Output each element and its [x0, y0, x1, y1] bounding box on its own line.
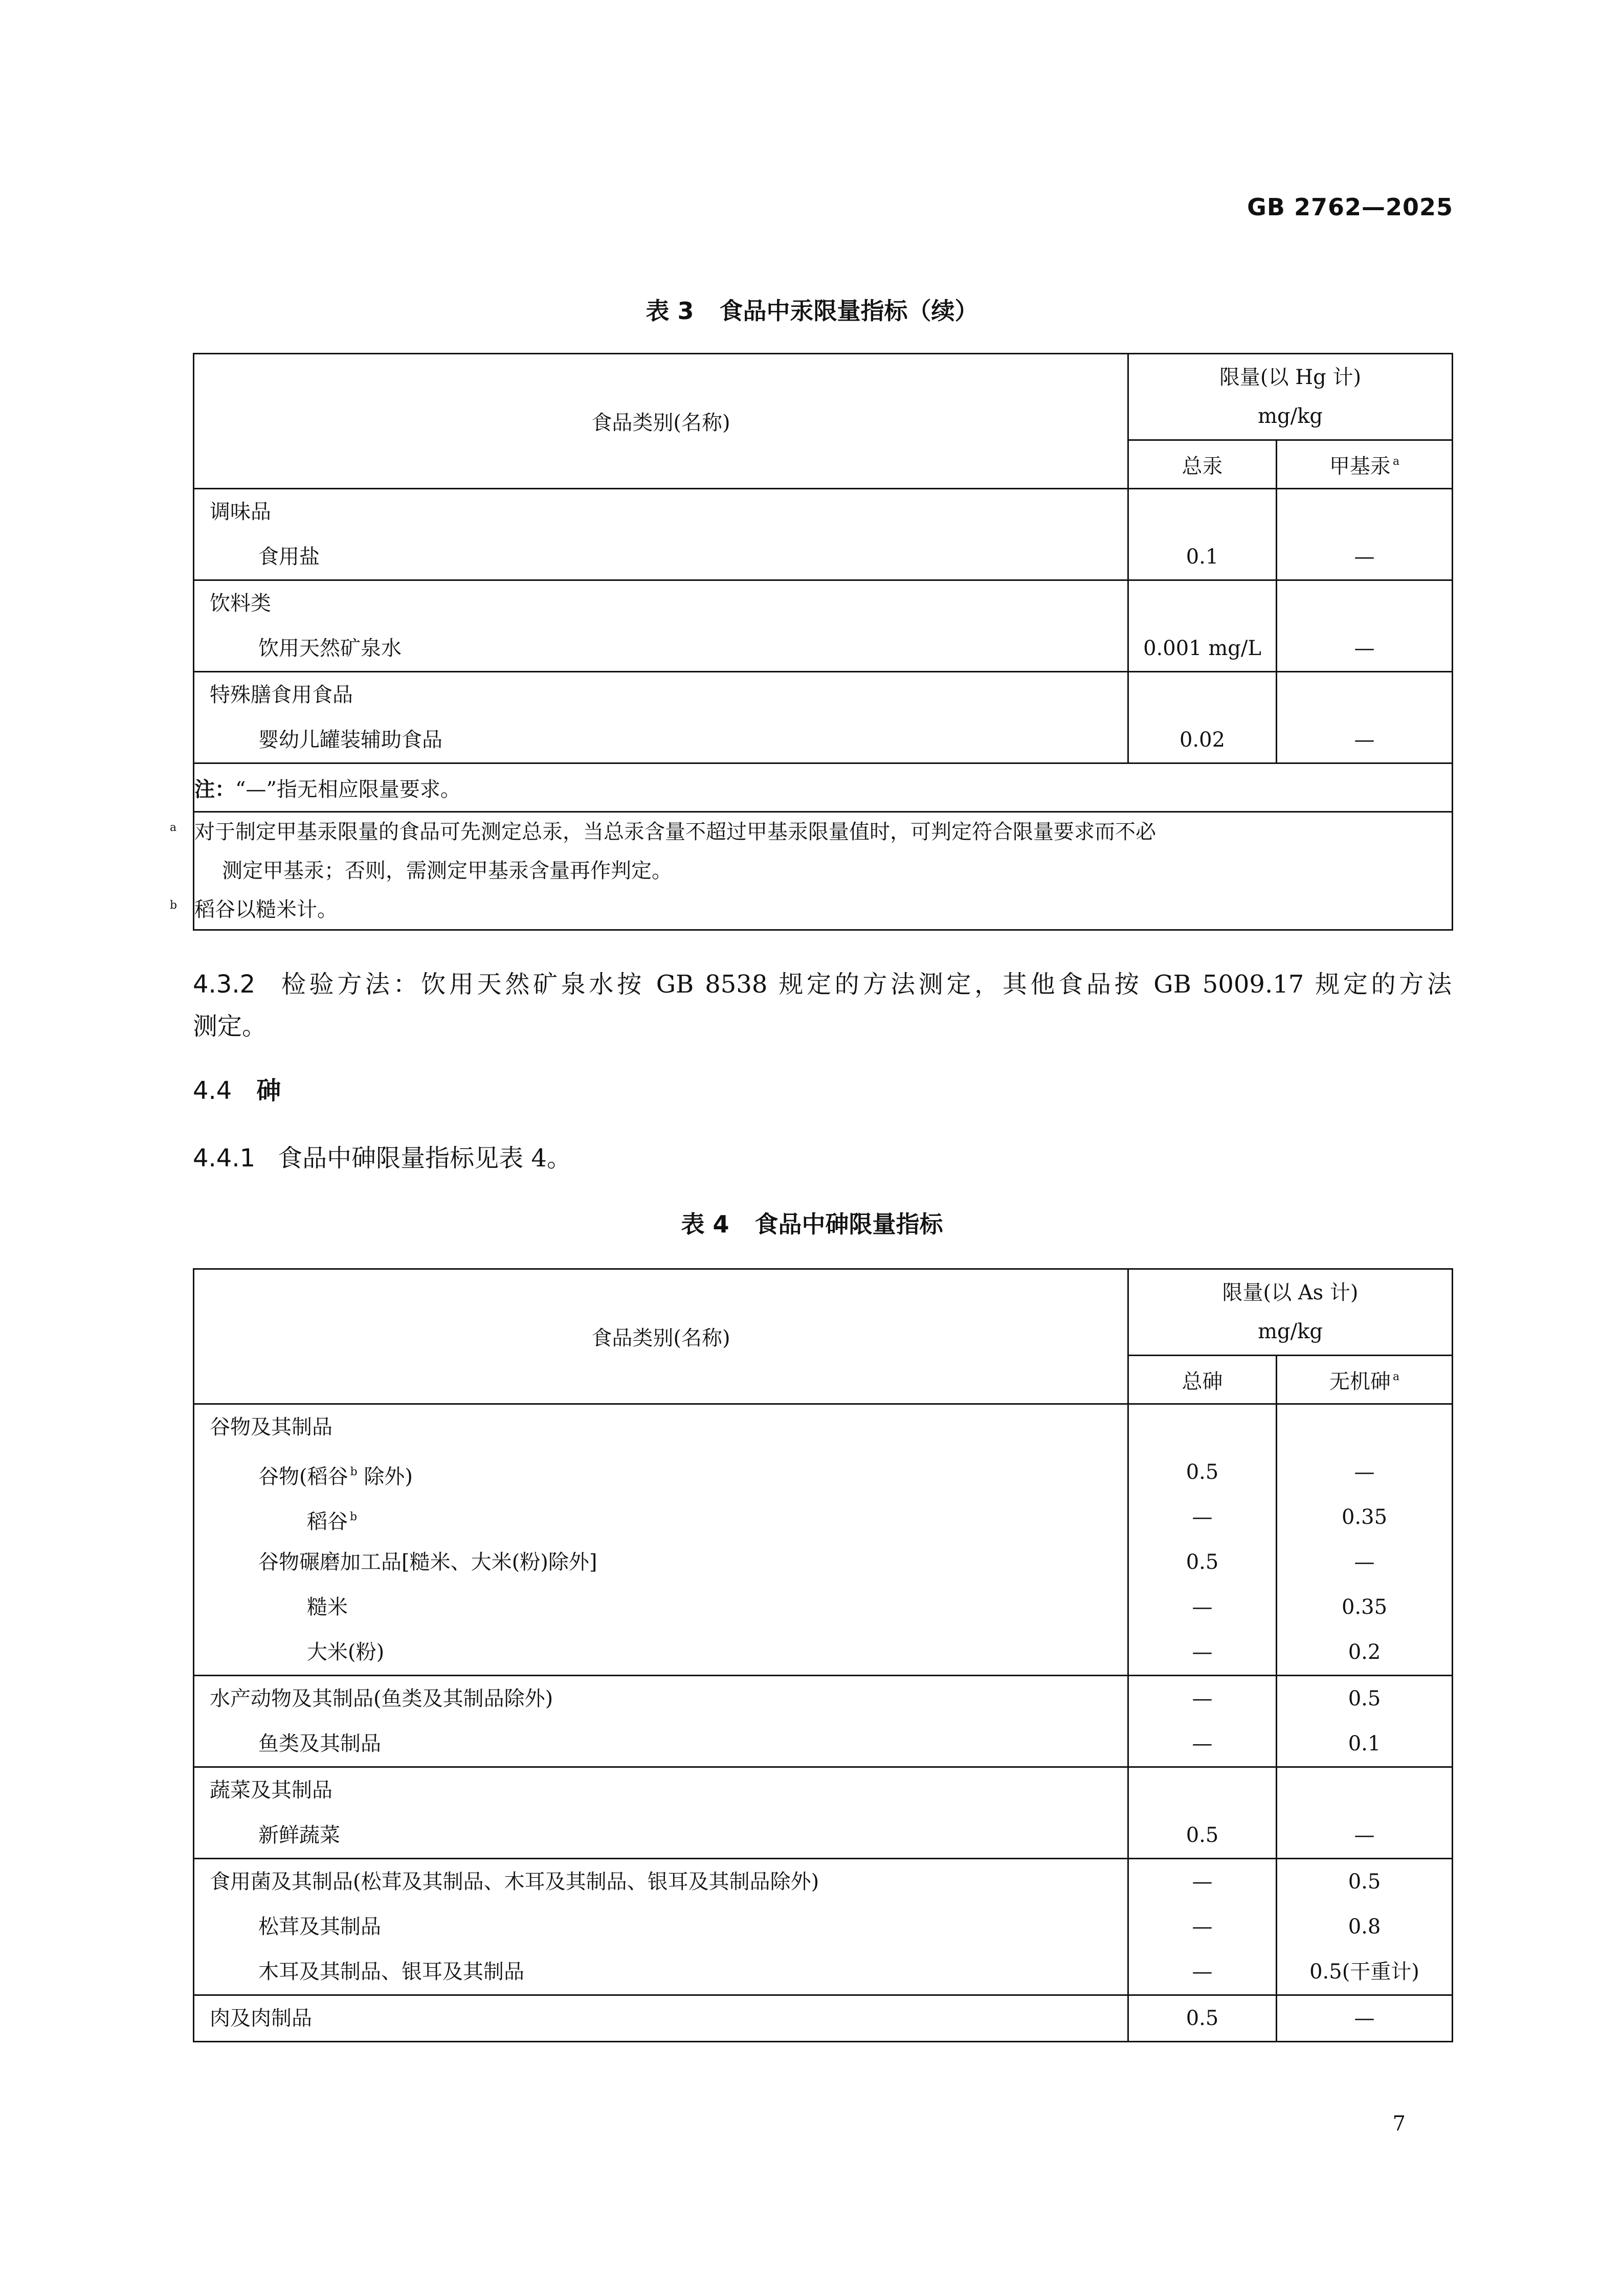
table4-group-inorganic — [1277, 1995, 1453, 2042]
category-name: 蔬菜及其制品 — [210, 1779, 332, 1802]
total-value — [1129, 1768, 1276, 1813]
category-name: 大米(粉) — [307, 1640, 385, 1664]
total-value: 0.001 mg/L — [1143, 637, 1261, 660]
total-value: — — [1192, 1687, 1213, 1710]
footnote-mark: b — [350, 1466, 358, 1478]
total-value: 0.5 — [1186, 2007, 1219, 2030]
table3-group-methyl — [1277, 489, 1453, 580]
clause-number: 4.4.1 — [193, 1144, 256, 1173]
category-name: 松茸及其制品 — [258, 1915, 381, 1939]
clause-number: 4.3.2 — [193, 970, 256, 999]
total-value: — — [1192, 1640, 1213, 1664]
inorganic-value — [1277, 1405, 1452, 1450]
table3-header-limit — [1128, 354, 1453, 440]
table4-group-total — [1128, 1676, 1277, 1767]
table4-group-total — [1128, 1767, 1277, 1859]
footnote-mark: b — [350, 1511, 358, 1523]
table4-caption — [0, 1206, 1624, 1240]
category-name: 食用菌及其制品(松茸及其制品、木耳及其制品、银耳及其制品除外) — [210, 1870, 819, 1894]
table3-note — [194, 763, 1453, 812]
total-value: — — [1192, 1870, 1213, 1894]
total-value — [1129, 672, 1276, 717]
methyl-value: — — [1354, 728, 1375, 752]
inorganic-value: 0.5 — [1348, 1687, 1381, 1710]
table4-caption-number: 表 4 — [681, 1210, 729, 1238]
table4-group-names — [194, 1995, 1128, 2042]
paragraph-text-cont: 测定。 — [193, 1012, 267, 1041]
note-text: “—”指无相应限量要求。 — [235, 777, 461, 801]
footnote-mark: b — [170, 899, 177, 912]
category-name — [194, 1450, 1127, 1495]
table4-header-limit-line1: 限量(以 As 计) — [1222, 1281, 1359, 1304]
table4-group-names — [194, 1767, 1128, 1859]
total-value: 0.5 — [1186, 1824, 1219, 1847]
table-row — [194, 1676, 1453, 1767]
table4-header-inorganic — [1277, 1356, 1453, 1404]
paragraph-text: 食品中砷限量指标见表 4。 — [278, 1144, 571, 1173]
table3-header-methyl — [1277, 440, 1453, 489]
total-value: — — [1192, 1595, 1213, 1619]
category-name: 谷物碾磨加工品[糙米、大米(粉)除外] — [258, 1550, 597, 1574]
table-row — [194, 1859, 1453, 1995]
table3-header-total: 总汞 — [1128, 440, 1277, 489]
methyl-value — [1277, 489, 1452, 534]
category-name: 婴幼儿罐装辅助食品 — [258, 728, 442, 752]
category-name: 鱼类及其制品 — [258, 1732, 381, 1755]
table4-group-inorganic — [1277, 1767, 1453, 1859]
total-value: 0.5 — [1186, 1460, 1219, 1484]
inorganic-value: 0.5(干重计) — [1309, 1960, 1419, 1984]
table3-header-methyl-label: 甲基汞 — [1329, 454, 1391, 478]
table4-group-names — [194, 1859, 1128, 1995]
inorganic-value: 0.1 — [1348, 1732, 1381, 1755]
table3-group-total — [1128, 672, 1277, 763]
category-name: 调味品 — [210, 500, 271, 524]
category-name: 水产动物及其制品(鱼类及其制品除外) — [210, 1687, 553, 1710]
methyl-value — [1277, 581, 1452, 626]
note-label: 注： — [194, 777, 235, 801]
footnote-mark: a — [1392, 1370, 1400, 1383]
footnote-b-text: 稻谷以糙米计。 — [194, 898, 338, 921]
total-value — [1129, 1405, 1276, 1450]
inorganic-value: 0.8 — [1348, 1915, 1381, 1939]
table4-group-inorganic — [1277, 1676, 1453, 1767]
table-row — [194, 580, 1453, 672]
paragraph-4-4-1 — [193, 1137, 1452, 1179]
category-name: 新鲜蔬菜 — [258, 1824, 340, 1847]
category-name: 饮用天然矿泉水 — [258, 637, 402, 660]
category-name-part: 除外) — [357, 1465, 413, 1489]
table3-caption — [0, 292, 1624, 326]
footnote-mark: a — [170, 821, 177, 834]
table3-caption-number: 表 3 — [646, 297, 694, 325]
total-value — [1129, 581, 1276, 626]
table4 — [193, 1268, 1453, 2042]
table4-group-names — [194, 1404, 1128, 1676]
table4-group-total — [1128, 1404, 1277, 1676]
inorganic-value: — — [1354, 1824, 1375, 1847]
table3-group-methyl — [1277, 580, 1453, 672]
table4-group-inorganic — [1277, 1859, 1453, 1995]
category-name: 饮料类 — [210, 592, 271, 615]
table3 — [170, 353, 1453, 931]
table4-caption-title: 食品中砷限量指标 — [754, 1210, 943, 1238]
table-row — [194, 1404, 1453, 1676]
table3-footnotes — [194, 812, 1453, 930]
total-value: — — [1192, 1505, 1213, 1529]
table3-group-names — [194, 489, 1128, 580]
inorganic-value — [1277, 1768, 1452, 1813]
total-value: — — [1192, 1960, 1213, 1984]
footnote-b — [170, 890, 1452, 929]
total-value: 0.02 — [1179, 728, 1226, 752]
category-name: 特殊膳食用食品 — [210, 683, 353, 707]
page-number: 7 — [1392, 2112, 1406, 2135]
table3-group-total — [1128, 580, 1277, 672]
footnote-a-line2: 测定甲基汞；否则，需测定甲基汞含量再作判定。 — [222, 859, 672, 883]
table3-header-name: 食品类别(名称) — [194, 354, 1128, 489]
category-name: 食用盐 — [258, 545, 320, 569]
inorganic-value: 0.5 — [1348, 1870, 1381, 1894]
category-name-part: 稻谷 — [307, 1510, 348, 1534]
inorganic-value: — — [1354, 1550, 1375, 1574]
table4-group-total — [1128, 1859, 1277, 1995]
paragraph-text: 检验方法：饮用天然矿泉水按 GB 8538 规定的方法测定，其他食品按 GB 5009.17 规定的方法 — [278, 970, 1452, 999]
methyl-value: — — [1354, 545, 1375, 569]
category-name-part: 谷物(稻谷 — [258, 1465, 348, 1489]
table4-group-inorganic — [1277, 1404, 1453, 1676]
total-value: — — [1192, 1732, 1213, 1755]
total-value: — — [1192, 1915, 1213, 1939]
table4-header-inorganic-label: 无机砷 — [1329, 1369, 1391, 1393]
methyl-value: — — [1354, 637, 1375, 660]
total-value: 0.1 — [1186, 545, 1219, 569]
table4-header-name: 食品类别(名称) — [194, 1269, 1128, 1404]
category-name: 谷物及其制品 — [210, 1415, 332, 1439]
table4-header-total: 总砷 — [1128, 1356, 1277, 1404]
table4-header-limit — [1128, 1269, 1453, 1356]
inorganic-value: — — [1354, 2007, 1375, 2030]
inorganic-value: 0.35 — [1341, 1595, 1388, 1619]
inorganic-value: 0.35 — [1341, 1505, 1388, 1529]
table3-caption-title: 食品中汞限量指标（续） — [719, 297, 978, 325]
methyl-value — [1277, 672, 1452, 717]
standard-number: GB 2762—2025 — [1247, 193, 1453, 221]
table3-group-names — [194, 580, 1128, 672]
table3-header-limit-unit: mg/kg — [1258, 404, 1323, 428]
table-row — [194, 672, 1453, 763]
table-row — [194, 489, 1453, 580]
footnote-mark: a — [1392, 455, 1400, 468]
category-name — [194, 1495, 1127, 1540]
section-number: 4.4 — [193, 1076, 232, 1105]
category-name: 糙米 — [307, 1595, 348, 1619]
category-name: 肉及肉制品 — [210, 2007, 312, 2030]
footnote-a — [170, 813, 1452, 890]
table3-header-limit-line1: 限量(以 Hg 计) — [1219, 366, 1362, 389]
table-row — [194, 1995, 1453, 2042]
section-title: 砷 — [256, 1076, 281, 1105]
table4-group-names — [194, 1676, 1128, 1767]
table4-group-total — [1128, 1995, 1277, 2042]
table4-header-limit-unit: mg/kg — [1258, 1320, 1323, 1343]
table3-group-names — [194, 672, 1128, 763]
total-value — [1129, 489, 1276, 534]
table3-group-methyl — [1277, 672, 1453, 763]
section-4-4-heading — [193, 1070, 1452, 1112]
category-name: 木耳及其制品、银耳及其制品 — [258, 1960, 524, 1984]
footnote-a-line1: 对于制定甲基汞限量的食品可先测定总汞，当总汞含量不超过甲基汞限量值时，可判定符合限量要求而不必 — [194, 820, 1156, 844]
paragraph-4-3-2 — [193, 963, 1452, 1047]
total-value: 0.5 — [1186, 1550, 1219, 1574]
inorganic-value: 0.2 — [1348, 1640, 1381, 1664]
table3-group-total — [1128, 489, 1277, 580]
table-row — [194, 1767, 1453, 1859]
inorganic-value: — — [1354, 1460, 1375, 1484]
